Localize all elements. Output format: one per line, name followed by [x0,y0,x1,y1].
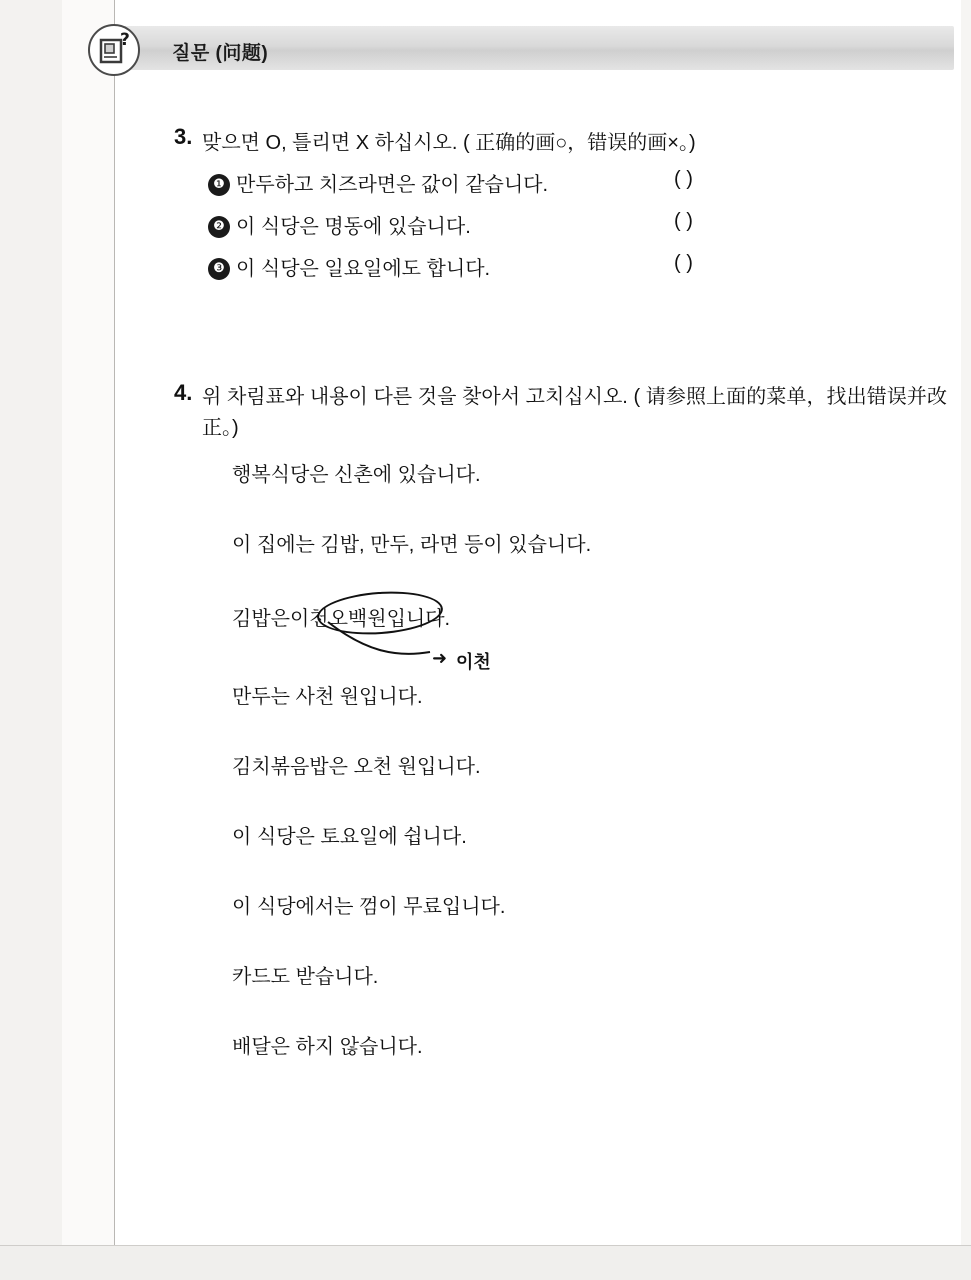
correction-arrow-icon: ➜ [432,648,448,669]
answer-sentence-3: 만두는 사천 원입니다. [232,686,423,708]
ox-item-1-text: 만두하고 치즈라면은 값이 같습니다. [236,174,549,196]
ox-item-2-answer-box[interactable]: ( ) [674,210,693,232]
ox-item-2-marker: ❷ [208,216,230,238]
annotated-sentence-suffix: 원입니다. [367,608,451,630]
question-4-number: 4. [174,380,193,405]
ox-item-1-marker: ❶ [208,174,230,196]
scan-edge-right [961,0,971,1280]
ox-item-3 [208,252,490,281]
answer-sentence-7: 카드도 받습니다. [232,966,379,988]
question-3-stem: 맞으면 O, 틀리면 X 하십시오. ( 正确的画○，错误的画×。) [202,132,696,154]
svg-text:?: ? [120,30,130,50]
scan-edge-left-inner [62,0,115,1280]
annotated-sentence-prefix: 김밥은 [232,608,290,630]
ox-item-1-answer-box[interactable]: ( ) [674,168,693,190]
answer-sentence-6: 이 식당에서는 껌이 무료입니다. [232,896,506,918]
answer-sentence-5: 이 식당은 토요일에 쉽니다. [232,826,467,848]
scan-edge-bottom [0,1245,971,1280]
question-4-stem: 위 차림표와 내용이 다른 것을 찾아서 고치십시오. ( 请参照上面的菜单，找出错误并改正。) [202,386,947,439]
ox-item-2 [208,210,471,239]
correction-text: 이천 [456,652,491,672]
question-mark-document-icon [88,24,140,76]
ox-item-2-text: 이 식당은 명동에 있습니다. [236,216,471,238]
answer-sentence-4: 김치볶음밥은 오천 원입니다. [232,756,481,778]
answer-sentence-1: 행복식당은 신촌에 있습니다. [232,464,481,486]
ox-item-3-marker: ❸ [208,258,230,280]
question-3-number: 3. [174,124,193,149]
ox-item-3-answer-box[interactable]: ( ) [674,252,693,274]
scan-edge-left [0,0,63,1280]
ox-item-3-text: 이 식당은 일요일에도 합니다. [236,258,491,280]
answer-sentence-8: 배달은 하지 않습니다. [232,1036,423,1058]
ox-item-1 [208,168,548,197]
section-title: 질문 (问题) [172,43,269,64]
answer-sentence-2: 이 집에는 김밥, 만두, 라면 등이 있습니다. [232,534,592,556]
annotated-sentence-circled: 이천오백 [289,608,368,630]
